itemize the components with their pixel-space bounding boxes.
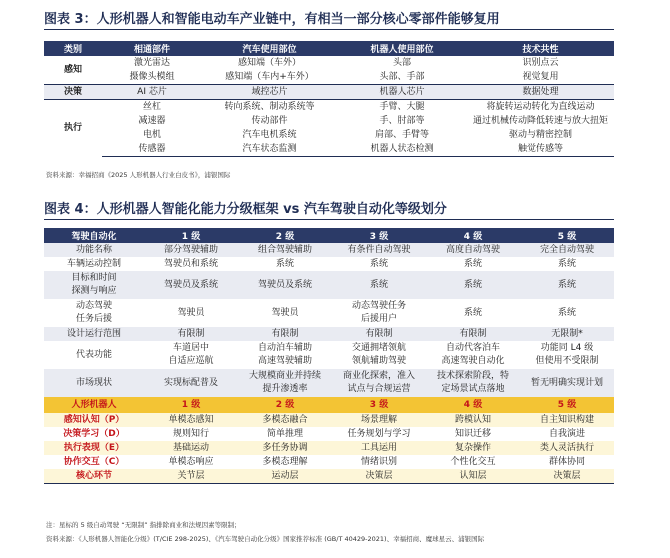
table-cell: 有条件自动驾驶 — [332, 243, 426, 257]
row-label-cell: 车辆运动控制 — [66, 258, 121, 269]
category-cell: 感知 — [63, 65, 82, 75]
table-cell: 摄像头模组 — [129, 72, 175, 82]
table-cell: 多模态理解 — [238, 455, 332, 469]
table-cell: 驾驶员和系统 — [163, 258, 218, 269]
table-cell: 决策层 — [332, 469, 426, 484]
table-cell: 车道居中 自适应巡航 — [168, 343, 214, 366]
table-cell: 部分驾驶辅助 — [144, 243, 238, 257]
table-cell: 识别点云 — [522, 58, 559, 68]
header-cell: 2 级 — [238, 228, 332, 243]
driving-rows — [44, 243, 614, 397]
table-row — [44, 271, 614, 299]
table-cell: 暂无明确实现计划 — [520, 369, 614, 397]
table-cell: 系统 — [463, 307, 482, 318]
table-cell: 有限制 — [426, 327, 520, 341]
header-cell: 汽车使用部位 — [202, 41, 337, 56]
row-label-cell: 设计运行范围 — [44, 327, 144, 341]
table-cell: 将旋转运动转化为直线运动 — [467, 100, 614, 115]
header-cell: 机器人使用部位 — [337, 41, 467, 56]
table-cell: 商业化探索，准入 试点与合规运营 — [332, 369, 426, 397]
table-cell: 通过机械传动降低转速与放大扭矩 — [472, 116, 608, 126]
header-cell: 驾驶自动化 — [44, 228, 144, 243]
table-cell: 汽车电机系统 — [242, 130, 297, 140]
table-header-row — [44, 41, 614, 56]
header-cell: 3 级 — [332, 397, 426, 413]
table-cell: 运动层 — [238, 469, 332, 484]
table-row — [44, 299, 614, 327]
table-cell: 丝杠 — [102, 100, 202, 115]
table-cell: 手、肘部等 — [379, 116, 425, 126]
table-cell: 自动泊车辅助 高速驾驶辅助 — [257, 343, 312, 366]
figure-4-title: 图表 4：人形机器人智能化能力分级框架 vs 汽车驾驶自动化等级划分 — [44, 202, 447, 217]
table-cell: 群体协同 — [520, 455, 614, 469]
table-cell: 自动代客泊车 高速驾驶自动化 — [441, 343, 505, 366]
table-row — [44, 243, 614, 257]
table-cell: 自我演进 — [520, 427, 614, 441]
table-cell: 驾驶员 — [177, 307, 205, 318]
table-cell: 机器人状态检测 — [337, 142, 467, 157]
table-cell: 技术探索阶段，特 定场景试点落地 — [426, 369, 520, 397]
table-cell: 有限制 — [238, 327, 332, 341]
table-cell: 感知端（车外） — [237, 58, 301, 68]
table-cell: 自主知识构建 — [520, 413, 614, 427]
robot-header-row — [44, 397, 614, 413]
table-cell: 基础运动 — [144, 441, 238, 455]
row-label-cell: 感知认知（P） — [44, 413, 144, 427]
header-cell: 2 级 — [238, 397, 332, 413]
table-cell: 个性化交互 — [426, 455, 520, 469]
header-cell: 3 级 — [332, 228, 426, 243]
table-cell: 完全自动驾驶 — [520, 243, 614, 257]
table-row — [44, 327, 614, 341]
table-cell: 有限制 — [144, 327, 238, 341]
table-cell: 系统 — [275, 258, 294, 269]
header-cell: 类别 — [44, 41, 102, 56]
header-cell: 4 级 — [426, 397, 520, 413]
header-cell: 人形机器人 — [44, 397, 144, 413]
table-cell: 减速器 — [138, 116, 166, 126]
table-row — [44, 114, 614, 128]
table-row — [44, 70, 614, 85]
table-cell: 系统 — [332, 271, 426, 299]
table-cell: 肩部、手臂等 — [374, 130, 429, 140]
table-cell: 触觉传感等 — [467, 142, 614, 157]
figure-4-note: 注：星标的 5 级自动驾驶 “无限制” 指排除商业和法规因素等限制； — [46, 521, 241, 529]
table-cell: 头部、手部 — [379, 72, 425, 82]
table-cell: 系统 — [520, 271, 614, 299]
table-cell: 高度自动驾驶 — [426, 243, 520, 257]
table-cell: 无限制* — [520, 327, 614, 341]
figure-4-table — [44, 228, 614, 484]
table-row — [44, 469, 614, 484]
figure-3-title: 图表 3：人形机器人和智能电动车产业链中，有相当一部分核心零部件能够复用 — [44, 12, 500, 27]
table-cell: 跨模认知 — [426, 413, 520, 427]
table-cell: 汽车状态监测 — [202, 142, 337, 157]
row-label-cell: 协作交互（C） — [44, 455, 144, 469]
row-label-cell: 核心环节 — [44, 469, 144, 484]
table-cell: 功能同 L4 级 但使用不受限制 — [535, 343, 599, 366]
table-row — [44, 128, 614, 142]
table-cell: 认知层 — [426, 469, 520, 484]
row-label-cell: 动态驾驶 任务后援 — [75, 301, 112, 324]
table-cell: 系统 — [463, 258, 482, 269]
table-cell: 转向系统、制动系统等 — [202, 100, 337, 115]
table-cell: 驾驶员 — [271, 307, 299, 318]
table-cell: 动态驾驶任务 后援用户 — [351, 301, 406, 324]
table-row — [44, 100, 614, 115]
header-cell: 技术共性 — [467, 41, 614, 56]
table-cell: 简单推理 — [238, 427, 332, 441]
table-cell: 电机 — [142, 130, 161, 140]
table-cell: 驱动与精密控制 — [508, 130, 572, 140]
figure-3-table — [44, 41, 614, 157]
table-cell: 多任务协调 — [238, 441, 332, 455]
table-cell: 有限制 — [332, 327, 426, 341]
table-cell: 系统 — [557, 258, 576, 269]
table-cell: 大规模商业并持续 提升渗透率 — [238, 369, 332, 397]
table-cell: 域控芯片 — [202, 85, 337, 100]
table-cell: 手臂、大腿 — [337, 100, 467, 115]
figure-4-source: 资料来源：《人形机器人智能化分级》(T/CIE 298-2025)、《汽车驾驶自动化分级》国家推荐标准 (GB/T 40429-2021)、幸福招商、魔球星云、浦银国际 — [46, 535, 485, 543]
robot-rows — [44, 413, 614, 484]
table-cell: 系统 — [426, 271, 520, 299]
table-cell: 激光雷达 — [133, 58, 170, 68]
table-cell: 关节层 — [144, 469, 238, 484]
table-row — [44, 341, 614, 369]
table-cell: 单模态响应 — [144, 455, 238, 469]
row-label-cell: 执行表现（E） — [44, 441, 144, 455]
table-row — [44, 413, 614, 427]
table-row — [44, 441, 614, 455]
table-row — [44, 257, 614, 271]
table-cell: 驾驶员及系统 — [144, 271, 238, 299]
header-cell: 相通部件 — [102, 41, 202, 56]
figure-3-rule — [44, 29, 614, 30]
table-cell: 情绪识别 — [332, 455, 426, 469]
table-cell: 实现标配普及 — [144, 369, 238, 397]
table-header-row — [44, 228, 614, 243]
table-cell: 驾驶员及系统 — [238, 271, 332, 299]
table-cell: 传动部件 — [251, 116, 288, 126]
header-cell: 1 级 — [144, 397, 238, 413]
table-cell: 决策层 — [520, 469, 614, 484]
table-cell: 单模态感知 — [144, 413, 238, 427]
row-label-cell: 代表功能 — [75, 349, 112, 360]
table-row — [44, 455, 614, 469]
table-cell: 系统 — [369, 258, 388, 269]
table-row — [44, 142, 614, 157]
category-cell: 执行 — [44, 100, 102, 157]
header-cell: 5 级 — [520, 397, 614, 413]
table-cell: 工具运用 — [332, 441, 426, 455]
table-cell: 多模态融合 — [238, 413, 332, 427]
table-row — [44, 369, 614, 397]
table-cell: 规则知行 — [144, 427, 238, 441]
table-row — [44, 56, 614, 70]
table-cell: AI 芯片 — [102, 85, 202, 100]
category-cell: 决策 — [44, 85, 102, 100]
table-cell: 复杂操作 — [426, 441, 520, 455]
row-label-cell: 目标和时间 探测与响应 — [44, 271, 144, 299]
table-cell: 类人灵活执行 — [520, 441, 614, 455]
table-cell: 组合驾驶辅助 — [238, 243, 332, 257]
table-cell: 传感器 — [102, 142, 202, 157]
row-label-cell: 决策学习（D） — [44, 427, 144, 441]
header-cell: 5 级 — [520, 228, 614, 243]
table-cell: 交通拥堵领航 领航辅助驾驶 — [351, 343, 406, 366]
figure-3-source: 资料来源：幸福招商《2025 人形机器人行业白皮书》，浦银国际 — [46, 171, 231, 179]
table-row — [44, 85, 614, 100]
header-cell: 1 级 — [144, 228, 238, 243]
table-cell: 数据处理 — [467, 85, 614, 100]
table-cell: 场景理解 — [332, 413, 426, 427]
figure-4-rule — [44, 219, 614, 220]
table-cell: 机器人芯片 — [337, 85, 467, 100]
table-row — [44, 427, 614, 441]
table-cell: 视觉复用 — [522, 72, 559, 82]
row-label-cell: 功能名称 — [44, 243, 144, 257]
table-cell: 系统 — [557, 307, 576, 318]
header-cell: 4 级 — [426, 228, 520, 243]
table-cell: 感知端（车内+车外） — [225, 72, 314, 82]
table-cell: 知识迁移 — [426, 427, 520, 441]
table-cell: 头部 — [392, 58, 411, 68]
row-label-cell: 市场现状 — [44, 369, 144, 397]
table-cell: 任务规划与学习 — [332, 427, 426, 441]
